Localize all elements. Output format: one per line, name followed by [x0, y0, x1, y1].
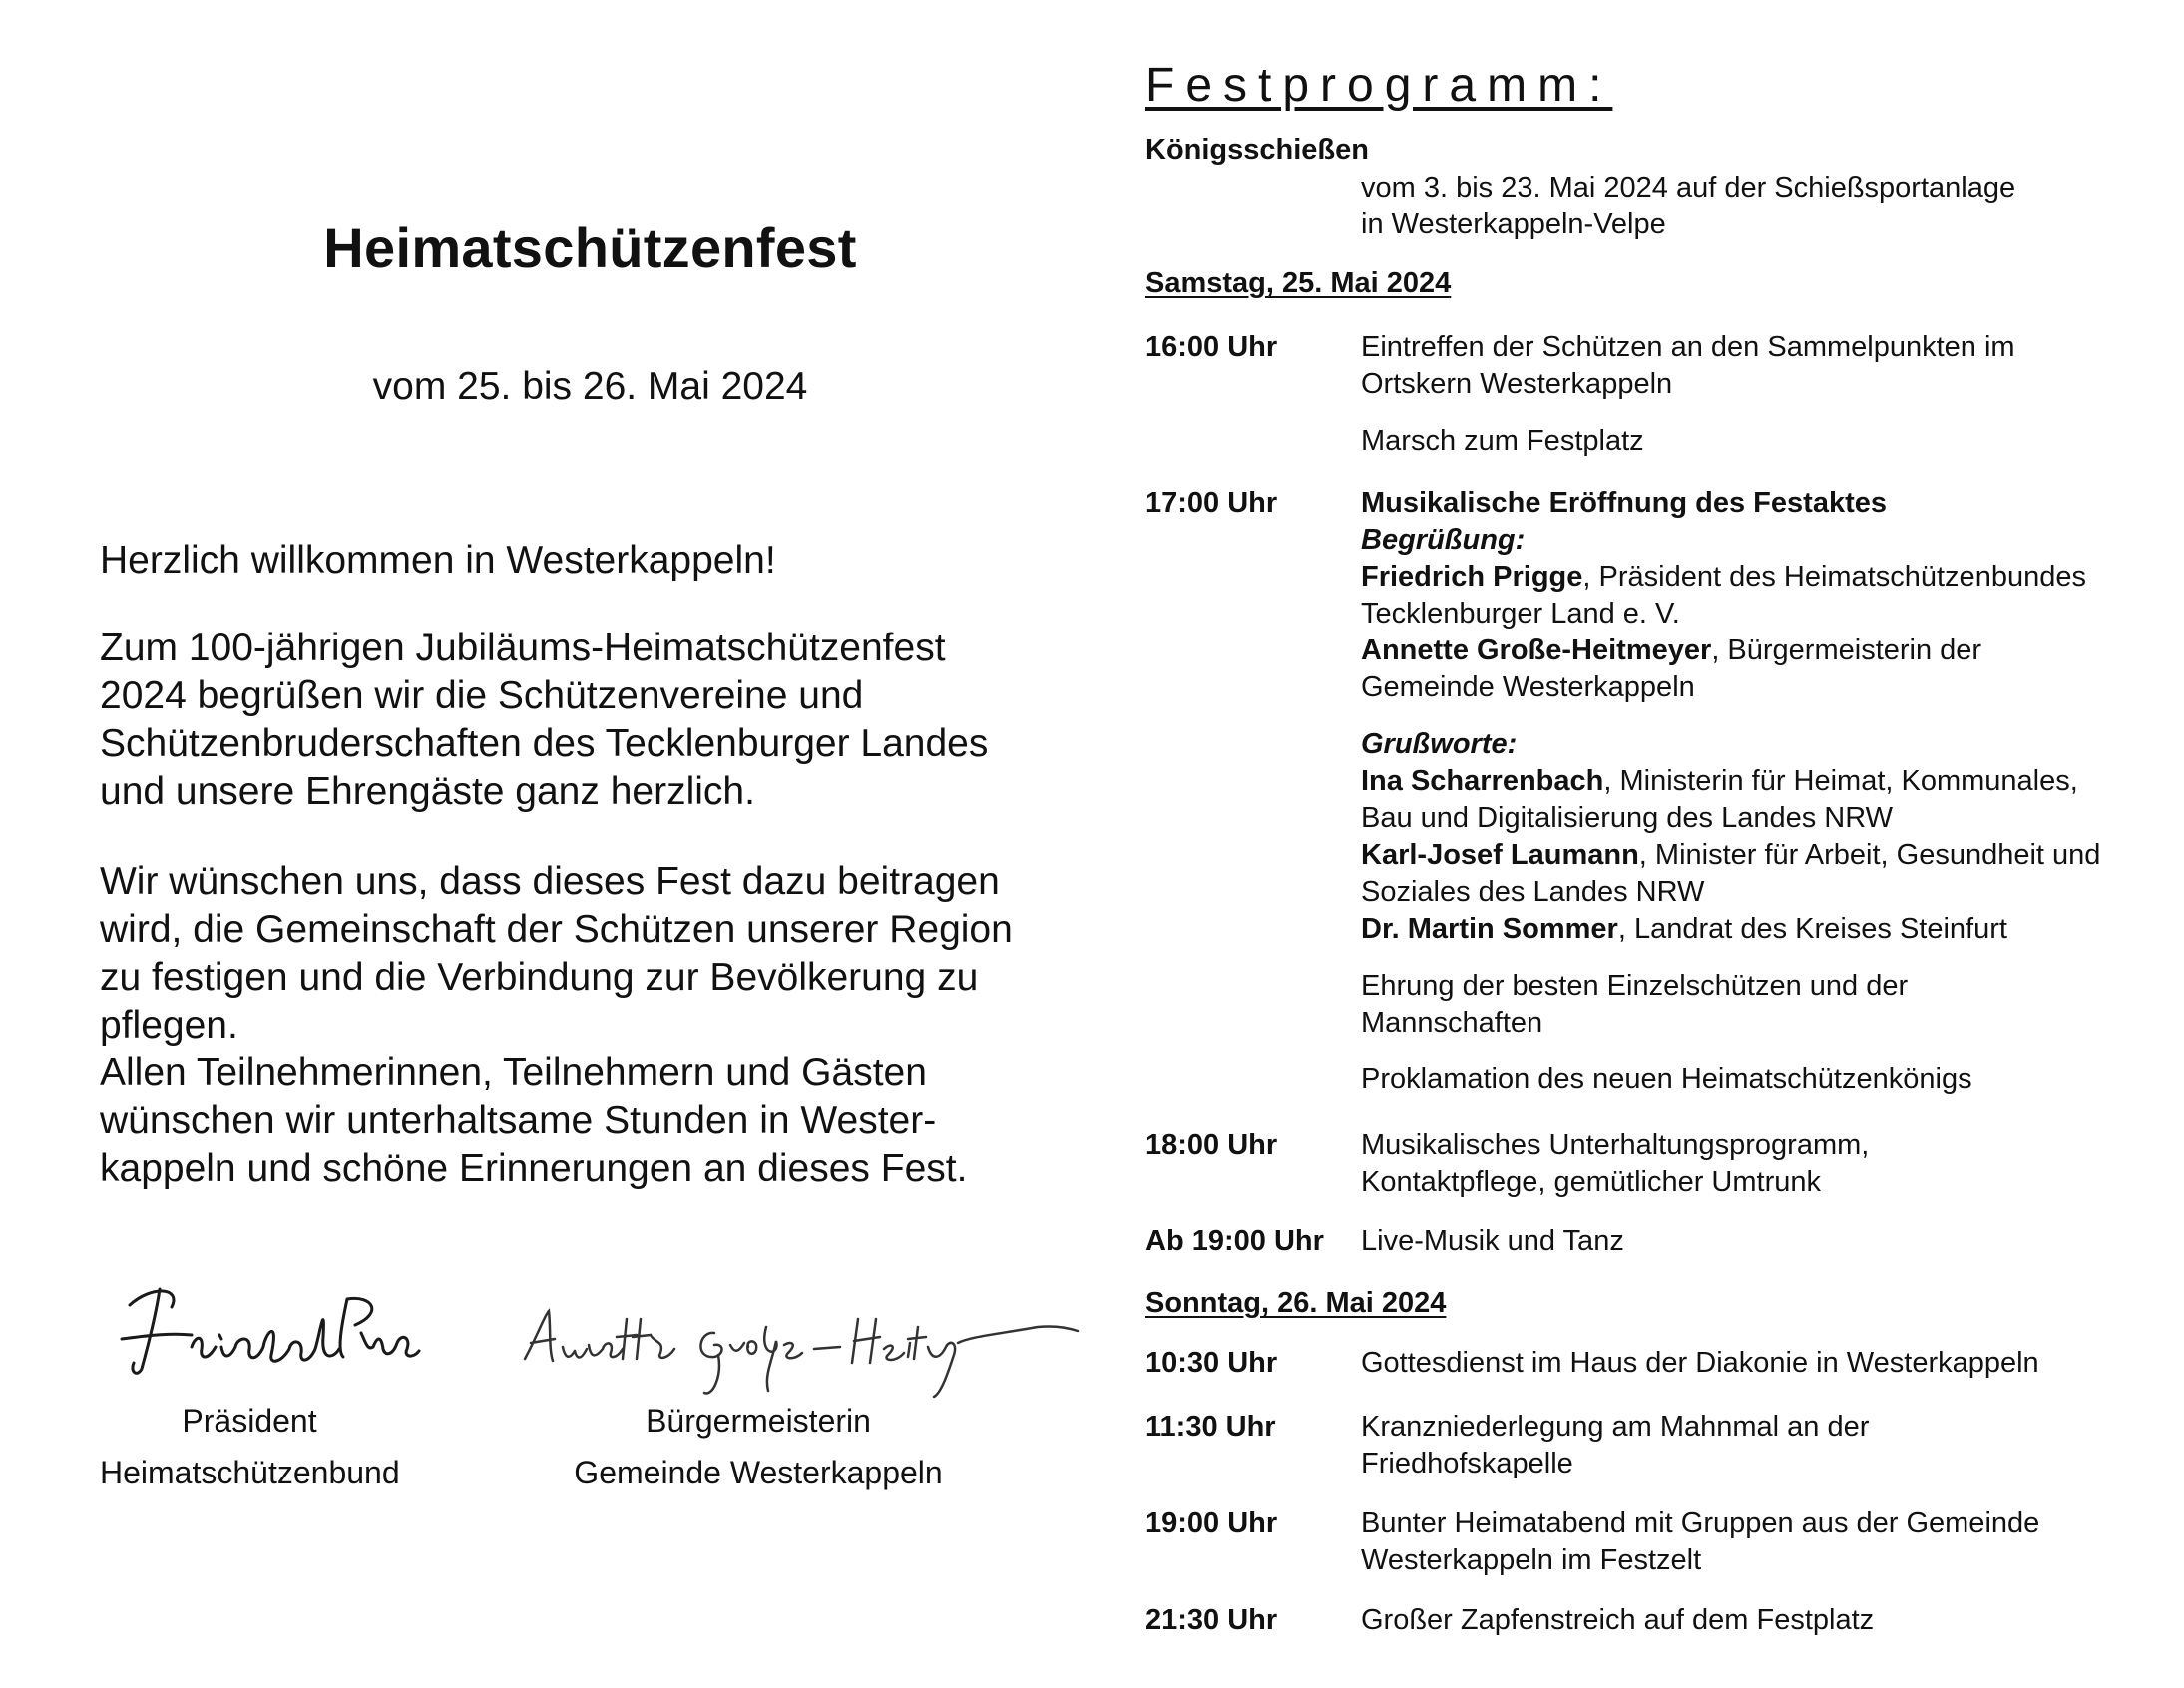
words-1-role: , Ministerin für Heimat, Kommunales, — [1603, 765, 2078, 797]
sunday-heading: Sonntag, 26. Mai 2024 — [1145, 1287, 1447, 1319]
sun-time-4: 21:30 Uhr — [1145, 1604, 1278, 1636]
sat-event-3-line-2: Kontaktpflege, gemütlicher Umtrunk — [1361, 1166, 1821, 1198]
koenig-line-1: vom 3. bis 23. Mai 2024 auf der Schießsportanlage — [1361, 172, 2016, 204]
sat-time-2: 17:00 Uhr — [1145, 487, 1278, 519]
koenig-heading: Königsschießen — [1145, 134, 1369, 166]
words-2-role: , Minister für Arbeit, Gesundheit und — [1638, 839, 2101, 871]
words-3 — [1361, 911, 2169, 948]
words-3-role: , Landrat des Kreises Steinfurt — [1617, 913, 2007, 945]
greeting-1-role: , Präsident des Heimatschützenbundes — [1582, 561, 2086, 593]
greeting-2-role: , Bürgermeisterin der — [1711, 634, 1982, 666]
signature-1-org: Heimatschützenbund — [100, 1455, 400, 1490]
signature-2-role: Bürgermeisterin — [646, 1403, 871, 1439]
sun-time-2: 11:30 Uhr — [1145, 1411, 1276, 1443]
sun-event-3-line-2: Westerkappeln im Festzelt — [1361, 1544, 1702, 1576]
greeting-2-line-2: Gemeinde Westerkappeln — [1361, 671, 1695, 703]
words-1-line-2: Bau und Digitalisierung des Landes NRW — [1361, 802, 1894, 834]
greeting-1-name: Friedrich Prigge — [1361, 561, 1583, 593]
sun-event-2-line-1: Kranzniederlegung am Mahnmal an der — [1361, 1411, 1870, 1443]
words-2-name: Karl-Josef Laumann — [1361, 839, 1639, 871]
words-3-name: Dr. Martin Sommer — [1361, 913, 1618, 945]
sun-event-2 — [1361, 1409, 2169, 1482]
sat-event-1-line-3: Marsch zum Festplatz — [1361, 425, 1644, 457]
sun-event-3 — [1361, 1505, 2169, 1579]
sat-event-1-line-1: Eintreffen der Schützen an den Sammelpunkten im — [1361, 331, 2015, 363]
sat-event-4: Live-Musik und Tanz — [1361, 1225, 1624, 1257]
welcome-paragraph-2: Wir wünschen uns, dass dieses Fest dazu beitragen wird, die Gemeinschaft der Schützen unserer Region zu festigen und die Verbindung zur Bevölkerung zu pflegen. Allen Teilnehmerinnen, Teilnehmern und Gästen wünschen wir unterhaltsame Stunden in Wester- kappeln und schöne Erinnerungen an dieses Fest. — [100, 860, 1013, 1190]
honor-line-2: Mannschaften — [1361, 1007, 1543, 1039]
program-title: Festprogramm: — [1145, 59, 1613, 112]
welcome-line: Herzlich willkommen in Westerkappeln! — [100, 539, 776, 582]
sun-event-3-line-1: Bunter Heimatabend mit Gruppen aus der Gemeinde — [1361, 1507, 2040, 1539]
signature-mayor — [519, 1297, 1078, 1407]
signature-1-role: Präsident — [182, 1403, 317, 1439]
koenig-details — [1361, 170, 2169, 243]
signature-2-caption — [559, 1395, 958, 1498]
proclamation: Proklamation des neuen Heimatschützenkönigs — [1361, 1063, 1972, 1095]
signature-2-org: Gemeinde Westerkappeln — [574, 1455, 943, 1490]
sun-time-3: 19:00 Uhr — [1145, 1507, 1278, 1539]
greeting-2-name: Annette Große-Heitmeyer — [1361, 634, 1712, 666]
greeting-label: Begrüßung: — [1361, 524, 1526, 556]
koenig-line-2: in Westerkappeln-Velpe — [1361, 209, 1666, 240]
sat-event-2 — [1361, 485, 2169, 1098]
sat-event-3 — [1361, 1127, 2169, 1201]
saturday-heading: Samstag, 25. Mai 2024 — [1145, 267, 1452, 299]
words-1 — [1361, 763, 2169, 800]
signature-president — [112, 1277, 421, 1387]
sat-event-3-line-1: Musikalisches Unterhaltungsprogramm, — [1361, 1129, 1870, 1161]
greeting-2 — [1361, 633, 2169, 669]
sat-event-1-line-2: Ortskern Westerkappeln — [1361, 368, 1673, 400]
honor-line-1: Ehrung der besten Einzelschützen und der — [1361, 970, 1909, 1002]
words-2-line-2: Soziales des Landes NRW — [1361, 876, 1705, 908]
page-title: Heimatschützenfest — [323, 216, 857, 279]
signature-1-caption — [100, 1395, 399, 1498]
welcome-paragraph-1: Zum 100-jährigen Jubiläums-Heimatschützenfest 2024 begrüßen wir die Schützenvereine und Schützenbruderschaften des Tecklenburger Landes und unsere Ehrengäste ganz herzlich. — [100, 627, 989, 813]
words-label: Grußworte: — [1361, 728, 1518, 760]
greeting-1-line-2: Tecklenburger Land e. V. — [1361, 598, 1680, 630]
sun-time-1: 10:30 Uhr — [1145, 1347, 1278, 1379]
event-date: vom 25. bis 26. Mai 2024 — [372, 365, 808, 408]
sun-event-2-line-2: Friedhofskapelle — [1361, 1448, 1573, 1479]
sat-event-2-heading: Musikalische Eröffnung des Festaktes — [1361, 487, 1887, 519]
sun-event-4: Großer Zapfenstreich auf dem Festplatz — [1361, 1604, 1875, 1636]
greeting-1 — [1361, 559, 2169, 596]
sat-time-4: Ab 19:00 Uhr — [1145, 1225, 1324, 1257]
words-2 — [1361, 837, 2169, 874]
sat-time-3: 18:00 Uhr — [1145, 1129, 1278, 1161]
words-1-name: Ina Scharrenbach — [1361, 765, 1604, 797]
sun-event-1: Gottesdienst im Haus der Diakonie in Westerkappeln — [1361, 1347, 2039, 1379]
sat-event-1 — [1361, 329, 2169, 460]
sat-time-1: 16:00 Uhr — [1145, 331, 1278, 363]
